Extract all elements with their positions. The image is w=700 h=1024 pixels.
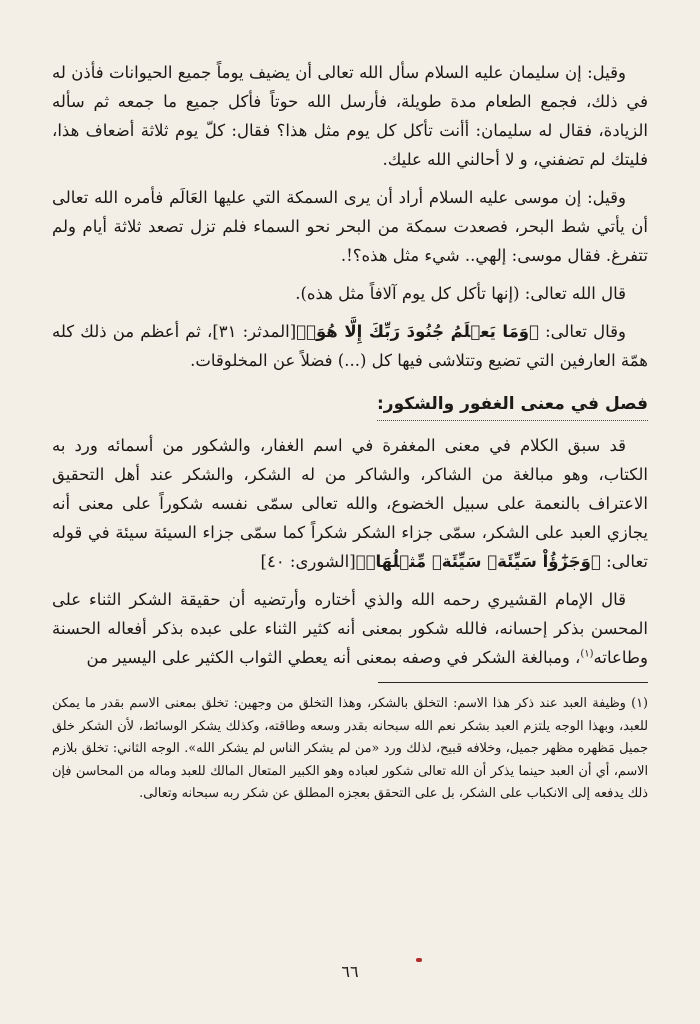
footnote-reference[interactable]: (١) bbox=[580, 648, 594, 660]
paragraph-shakur-meaning bbox=[52, 431, 648, 576]
paragraph-god-says: قال الله تعالى: (إنها تأكل كل يوم آلافاً مثل هذه). bbox=[295, 284, 626, 303]
paragraph-qushayri bbox=[52, 585, 648, 672]
text-segment: قد سبق الكلام في معنى المغفرة في اسم الغفار، والشكور من أسمائه ورد به الكتاب، وهو مبالغة من الشاكر، والشاكر من له الشكر، والشكر عند أهل التحقيق الاعتراف بالنعمة على سبيل الخضوع، والله تعالى سمّى نفسه شكوراً على معنى أنه يجازي العبد على الشكر، سمّى جزاء الشكر شكراً كما سمّى جزاء السيئة سيئة في قوله تعالى: bbox=[52, 436, 648, 571]
section-heading: فصل في معنى الغفور والشكور: bbox=[377, 390, 648, 421]
paragraph-moses-fish: وقيل: إن موسى عليه السلام أراد أن يرى السمكة التي عليها العَالَم فأمره الله تعالى أن يأتي شط البحر، فصعدت سمكة من البحر نحو السماء فلم تزل تصعد ثلاثة أيام ولم تتفرغ. فقال موسى: إلهي.. شيء مثل هذه؟!. bbox=[52, 188, 648, 265]
text-segment: [المدثر: ٣١]، ثم أعظم من ذلك كله همّة العارفين التي تضيع وتتلاشى فيها كل (...) فضلاً عن المخلوقات. bbox=[52, 322, 648, 370]
text-segment: ، ومبالغة الشكر في وصفه بمعنى أنه يعطي الثواب الكثير على اليسير من bbox=[86, 648, 581, 667]
quran-verse: ﴿وَجَزَٰٓؤُاْ سَيِّئَةٖ سَيِّئَةٞ مِّثۡلُهَاۖ﴾ bbox=[355, 552, 601, 571]
text-segment: [الشورى: ٤٠] bbox=[260, 552, 356, 571]
footnote-text: وظيفة العبد عند ذكر هذا الاسم: التخلق بالشكر، وهذا التخلق من وجهين: تخلق بمعنى الاسم بقدر ما يمكن للعبد، وبهذا الوجه يلتزم العبد بشكر نعم الله سبحانه بقدر وسعه وطاقته، وكذلك يشكر الوسائط، لأن الشكر خلق جميل مَظهره مظهر جميل، وخلافه قبيح، لذلك ورد «من لم يشكر الناس لم يشكر الله». الوجه الثاني: تخلق بلازم الاسم، أي أن العبد حينما يذكر أن الله تعالى شكور لعباده وهو الكبير المتعال المالك للعبد وماله من المحاسن فإن ذلك يدفعه إلى الانكباب على الشكر، بل على التحقق بعجزه المطلق عن شكر ربه سبحانه وتعالى. bbox=[52, 696, 648, 801]
footnote-divider bbox=[378, 682, 648, 683]
paragraph-solomon-whale: وقيل: إن سليمان عليه السلام سأل الله تعالى أن يضيف يوماً جميع الحيوانات فأذن له في ذلك، فجمع الطعام مدة طويلة، فأرسل الله حوتاً فأكل جميع ما جمعه ثم سأله الزيادة، فقال له سليمان: أأنت تأكل كل يوم مثل هذا؟ فقال: كلّ يوم ثلاثة أضعاف هذا، فليتك لم تضفني، و لا أحالني الله عليك. bbox=[52, 63, 648, 169]
paragraph-verse-muddaththir bbox=[52, 317, 648, 375]
footnote-number: (١) bbox=[631, 696, 648, 711]
page-number: ٦٦ bbox=[341, 962, 359, 981]
text-segment: قال الإمام القشيري رحمه الله والذي أختاره وأرتضيه أن حقيقة الشكر الثناء على المحسن بذكر إحسانه، فالله شكور بمعنى أنه كثير الثناء على عبده بذكر أفعاله الحسنة وطاعاته bbox=[52, 590, 648, 667]
text-segment: وقال تعالى: bbox=[538, 322, 627, 341]
footnote bbox=[52, 693, 648, 806]
book-page bbox=[52, 58, 648, 806]
quran-verse: ﴿وَمَا يَعۡلَمُ جُنُودَ رَبِّكَ إِلَّا هُوَۚ﴾ bbox=[296, 322, 539, 341]
